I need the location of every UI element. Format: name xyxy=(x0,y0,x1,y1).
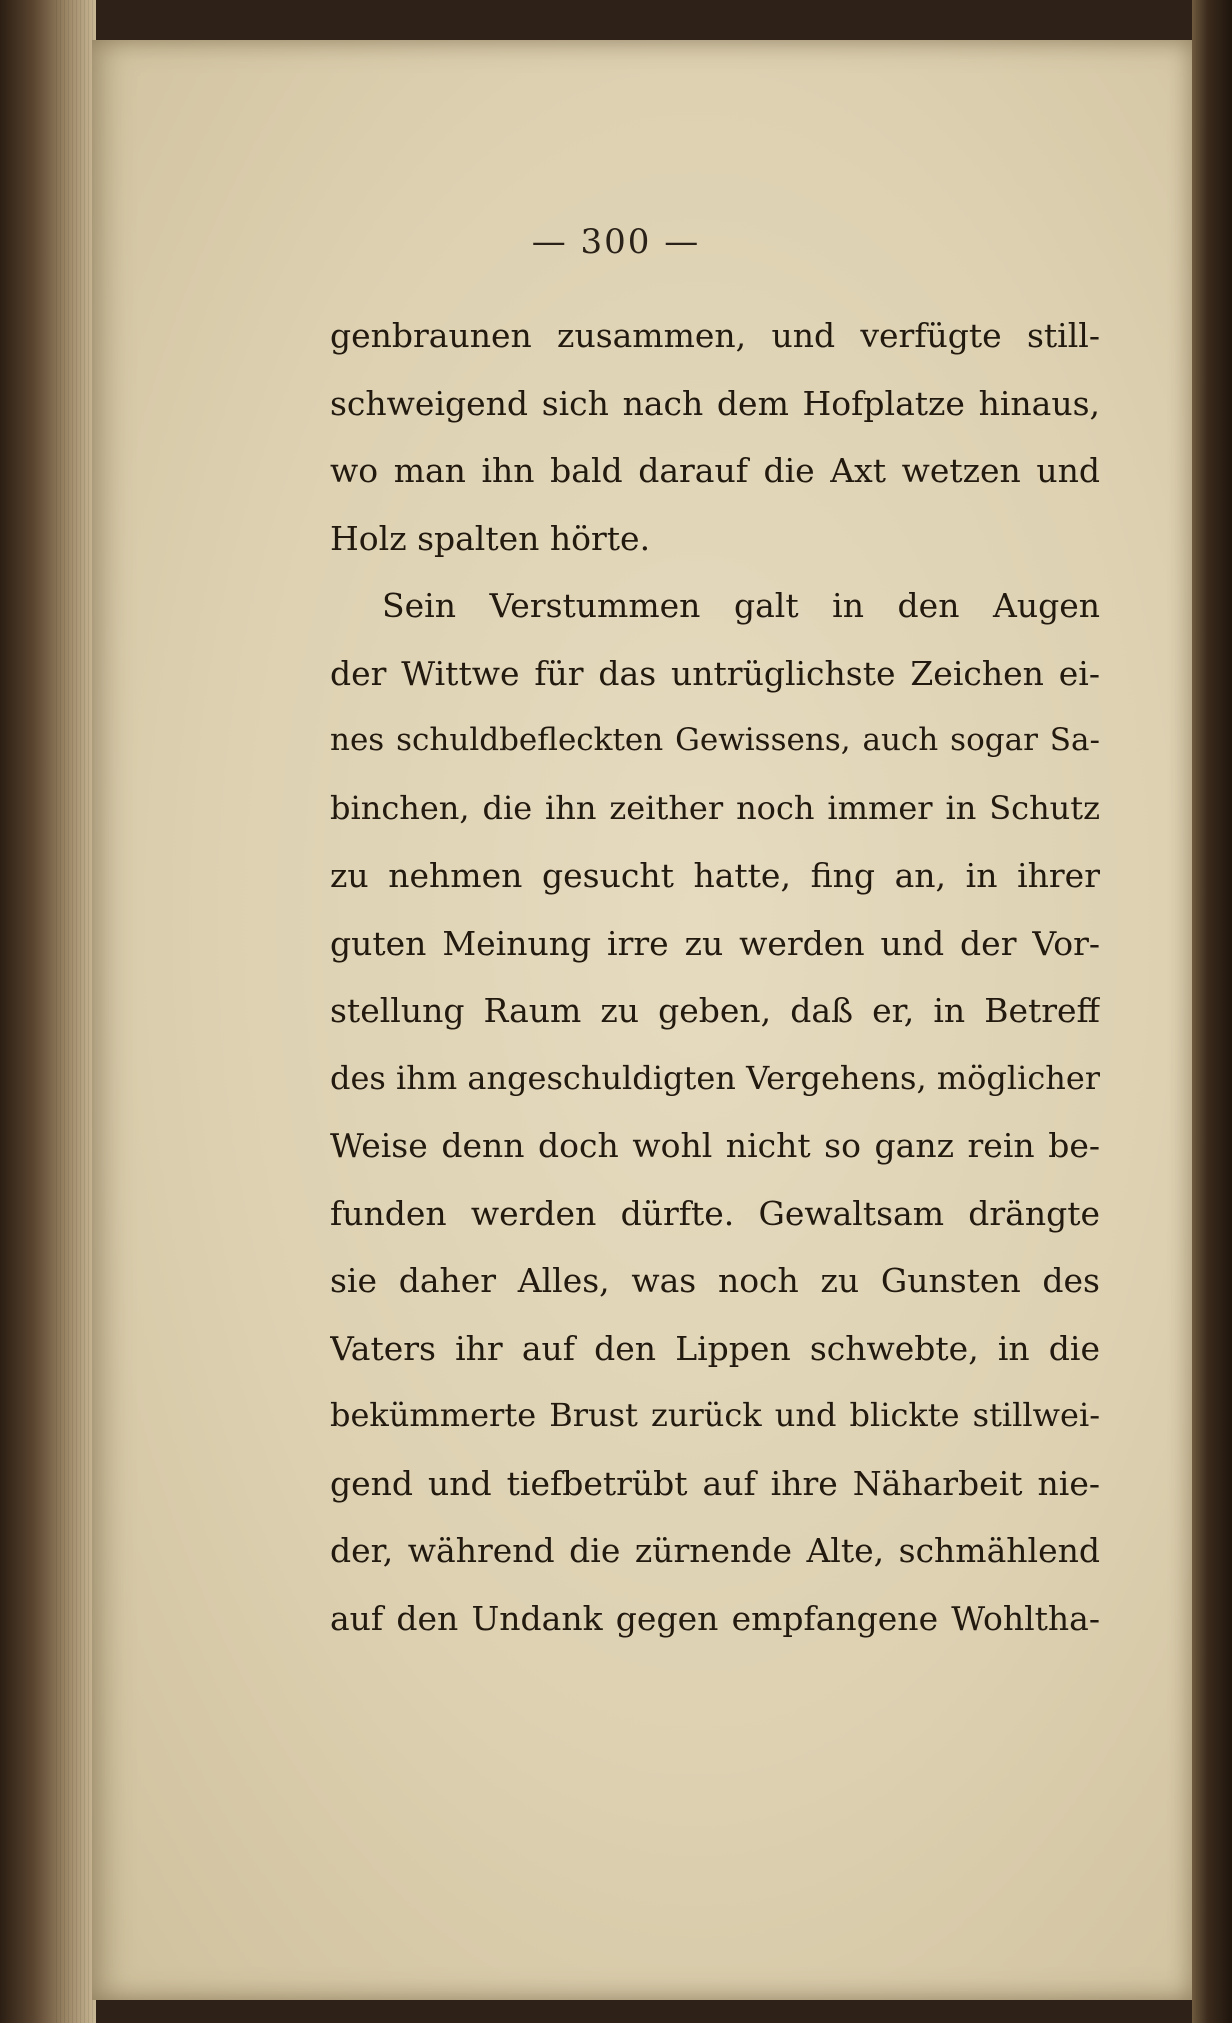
text-line: genbraunen zusammen, und verfügte still- xyxy=(330,316,1100,355)
text-line: der Wittwe für das untrüglichste Zeichen ei- xyxy=(330,653,1100,693)
body-text xyxy=(330,302,1100,1652)
text-line: bekümmerte Brust zurück und blickte stillwei- xyxy=(330,1396,1100,1434)
book-binding xyxy=(1192,0,1232,2023)
text-line: binchen, die ihn zeither noch immer in Schutz xyxy=(330,788,1100,827)
text-line: des ihm angeschuldigten Vergehens, möglicher xyxy=(330,1058,1100,1097)
text-line: sie daher Alles, was noch zu Gunsten des xyxy=(330,1261,1100,1300)
text-line: gend und tiefbetrübt auf ihre Näharbeit nie- xyxy=(330,1463,1100,1503)
text-line: wo man ihn bald darauf die Axt wetzen und xyxy=(330,451,1100,490)
text-line: nes schuldbefleckten Gewissens, auch sogar Sa- xyxy=(330,722,1100,758)
text-line: der, während die zürnende Alte, schmählend xyxy=(330,1531,1100,1570)
text-line: schweigend sich nach dem Hofplatze hinaus, xyxy=(330,383,1100,423)
page-block-edge xyxy=(0,0,96,2023)
text-line: guten Meinung irre zu werden und der Vor- xyxy=(330,923,1100,963)
text-line: Holz spalten hörte. xyxy=(330,518,651,558)
paragraph-start-line: Sein Verstummen galt in den Augen xyxy=(382,586,1100,625)
text-line: auf den Undank gegen empfangene Wohltha- xyxy=(330,1598,1100,1638)
page-number: — 300 — xyxy=(531,222,701,262)
text-line: Vaters ihr auf den Lippen schwebte, in die xyxy=(330,1328,1100,1368)
text-line: zu nehmen gesucht hatte, fing an, in ihrer xyxy=(330,856,1100,895)
text-line: stellung Raum zu geben, daß er, in Betreff xyxy=(330,991,1100,1030)
text-line: funden werden dürfte. Gewaltsam drängte xyxy=(330,1193,1100,1233)
text-line: Weise denn doch wohl nicht so ganz rein be- xyxy=(330,1126,1100,1165)
